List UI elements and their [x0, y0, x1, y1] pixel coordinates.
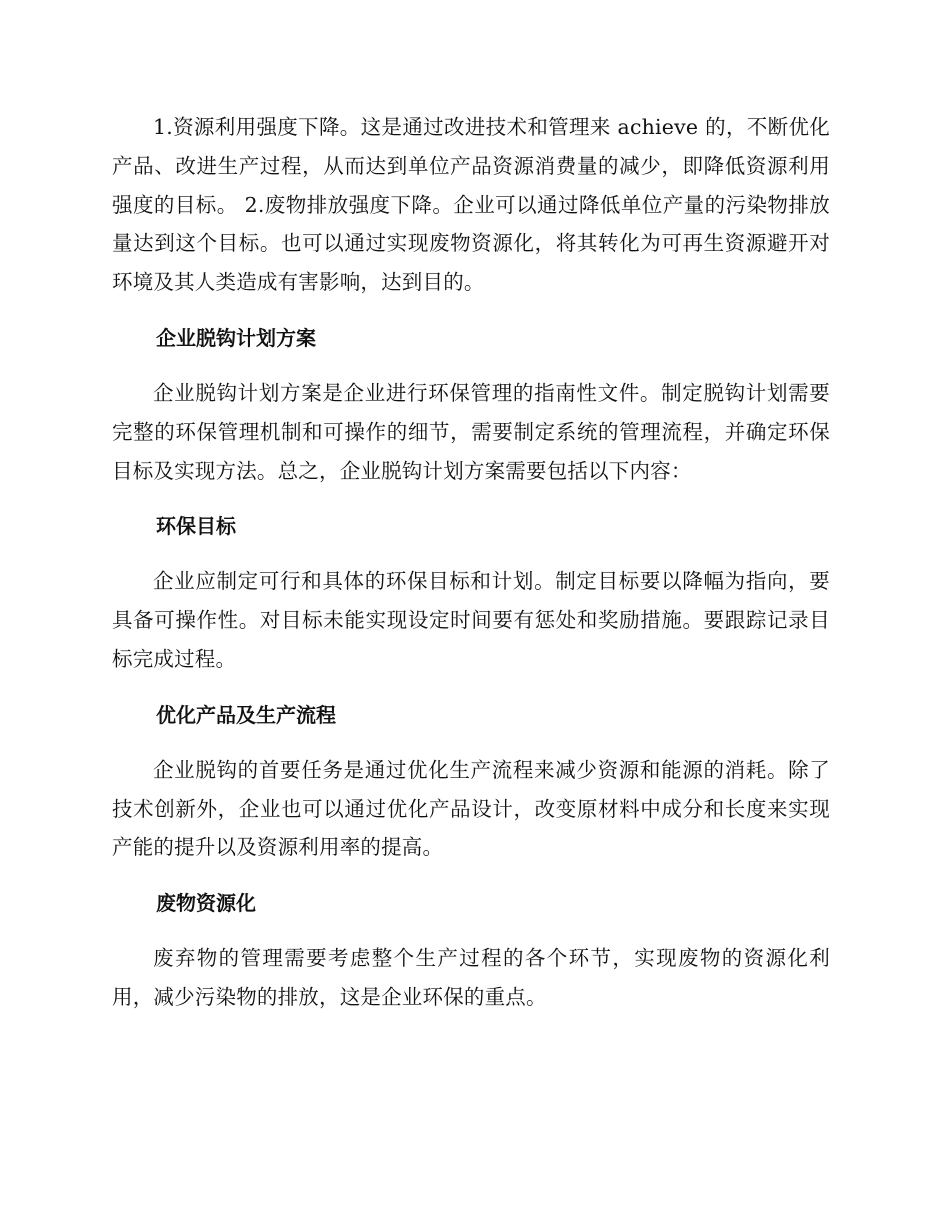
section-heading-environmental-goals: 环保目标	[156, 514, 236, 539]
section-body-optimize-production: 企业脱钩的首要任务是通过优化生产流程来减少资源和能源的消耗。除了技术创新外，企业也可以通过优化产品设计，改变原材料中成分和长度来实现产能的提升以及资源利用率的提高。	[112, 757, 830, 860]
intro-paragraph: 1.资源利用强度下降。这是通过改进技术和管理来 achieve 的，不断优化产品、改进生产过程，从而达到单位产品资源消费量的减少，即降低资源利用强度的目标。 2.废物排放强度下降。企业可以通过降低单位产量的污染物排放量达到这个目标。也可以通过实现废物资源化，将其转化为可再生资源避开对环境及其人类造成有害影响，达到目的。	[112, 115, 830, 295]
section-body-decoupling-plan: 企业脱钩计划方案是企业进行环保管理的指南性文件。制定脱钩计划需要完整的环保管理机制和可操作的细节，需要制定系统的管理流程，并确定环保目标及实现方法。总之，企业脱钩计划方案需要包括以下内容：	[112, 380, 830, 483]
section-body-waste-recycling: 废弃物的管理需要考虑整个生产过程的各个环节，实现废物的资源化利用，减少污染物的排放，这是企业环保的重点。	[112, 946, 830, 1009]
section-heading-optimize-production: 优化产品及生产流程	[156, 702, 336, 727]
section-body-environmental-goals: 企业应制定可行和具体的环保目标和计划。制定目标要以降幅为指向，要具备可操作性。对目标未能实现设定时间要有惩处和奖励措施。要跟踪记录目标完成过程。	[112, 569, 830, 671]
section-heading-decoupling-plan: 企业脱钩计划方案	[156, 325, 316, 350]
section-heading-waste-recycling: 废物资源化	[156, 891, 256, 916]
document-page	[112, 108, 830, 1017]
